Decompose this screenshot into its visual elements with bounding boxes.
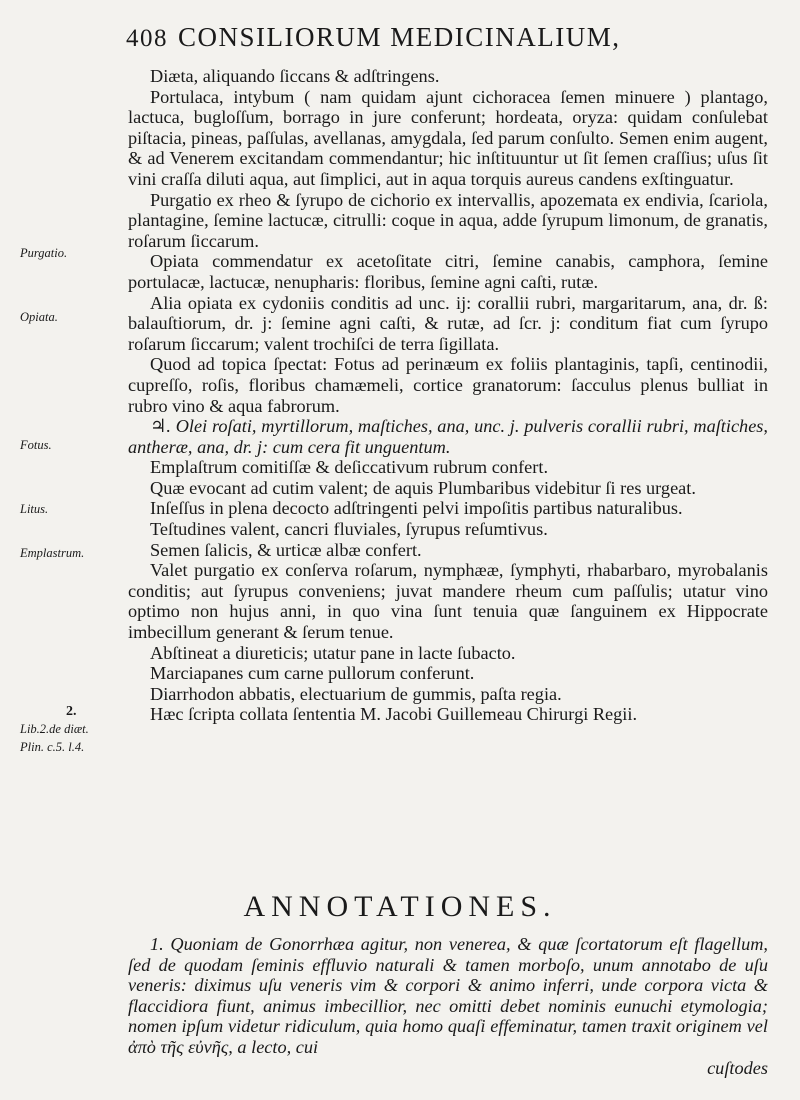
paragraph: Emplaſtrum comitiſſæ & deſiccativum rubrum confert. xyxy=(150,457,549,478)
running-title: CONSILIORUM MEDICINALIUM, xyxy=(178,22,621,52)
paragraph: Hæc ſcripta collata ſententia M. Jacobi Guillemeau Chirurgi Regii. xyxy=(150,704,638,725)
recipe-paragraph: ♃. Olei roſati, myrtillorum, maſtiches, ana, unc. j. pulveris corallii rubri, maſtiches, antheræ, ana, dr. j: cum cera fit unguentum. xyxy=(128,416,768,457)
margin-note-emplastrum: Emplastrum. xyxy=(20,546,85,560)
paragraph: Diæta, aliquando ſiccans & adſtringens. xyxy=(150,66,440,86)
main-text xyxy=(128,66,768,725)
annotation-paragraph: 1. Quoniam de Gonorrhæa agitur, non venerea, & quæ ſcortatorum eſt flagellum, ſed de quodam ſeminis effluvio naturali & tamen morboſo, unum annotabo de uſu veneris: diximus uſu veneris vim & corpori & animo inferri, unde corpora victa & flaccidiora fiunt, animus imbecillior, nec omitti debet nominis eunuchi etymologia; nomen ipſum videtur ridiculum, quia homo quaſi effeminatur, tamen traxit originem vel ἀπὸ τῆς εὐνῆς, a lecto, cui xyxy=(128,934,768,1057)
margin-note-number: 2. xyxy=(66,704,77,719)
annotations-text xyxy=(128,934,768,1078)
margin-note-opiata: Opiata. xyxy=(20,310,58,324)
margin-note-lib: Lib.2.de diæt. xyxy=(20,722,89,736)
paragraph: Valet purgatio ex conſerva roſarum, nymphææ, ſymphyti, rhabarbaro, myrobalanis conditis; aut ſyrupus conveniens; juvat mandere rheum cum paſſulis; utatur vino optimo non hujus anni, in quo vina ſunt tenuia quæ ſanguinem ex Hippocrate imbecillum generant & ſerum tenue. xyxy=(128,560,768,643)
margin-note-litus: Litus. xyxy=(20,502,49,516)
paragraph: Quæ evocant ad cutim valent; de aquis Plumbaribus videbitur ſi res urgeat. xyxy=(150,477,696,498)
paragraph: Alia opiata ex cydoniis conditis ad unc. ij: corallii rubri, margaritarum, ana, dr. ß: balauſtiorum, dr. j: ſemine agni caſti, & rutæ, ad ſcr. j: conditum fiat cum ſyrupo roſarum ſiccarum; valent trochiſci de terra ſigillata. xyxy=(128,292,768,354)
paragraph: Diarrhodon abbatis, electuarium de gummis, paſta regia. xyxy=(150,683,562,704)
annotations-heading: ANNOTATIONES. xyxy=(243,890,557,923)
paragraph: Quod ad topica ſpectat: Fotus ad perinæum ex foliis plantaginis, tapſi, centinodii, cupreſſo, roſis, floribus chamæmeli, cortice granatorum: ſacculus plenus bulliat in rubro vino & aqua fabrorum. xyxy=(128,354,768,416)
margin-note-purgatio: Purgatio. xyxy=(20,246,68,260)
margin-note-fotus: Fotus. xyxy=(20,438,52,452)
paragraph: Marciapanes cum carne pullorum conferunt. xyxy=(150,663,475,684)
paragraph: Teſtudines valent, cancri fluviales, ſyrupus reſumtivus. xyxy=(150,519,548,540)
page-header xyxy=(126,22,726,53)
paragraph: Purgatio ex rheo & ſyrupo de cichorio ex intervallis, apozemata ex endivia, ſcariola, plantagine, ſemine lactucæ, citrulli: coque in aqua, adde ſyrupum limonum, de granatis, roſarum ſiccarum. xyxy=(128,189,768,251)
paragraph: Inſeſſus in plena decocto adſtringenti pelvi impoſitis partibus naturalibus. xyxy=(150,498,683,519)
page-number: 408 xyxy=(126,25,168,52)
paragraph: Semen ſalicis, & urticæ albæ confert. xyxy=(150,539,422,560)
paragraph: Opiata commendatur ex acetoſitate citri, ſemine canabis, camphora, ſemine portulacæ, lactucæ, nenupharis: floribus, ſemine agni caſti, rutæ. xyxy=(128,251,768,292)
paragraph: Portulaca, intybum ( nam quidam ajunt cichoracea ſemen minuere ) plantago, lactuca, bugloſſum, borrago in jure conferunt; hordeata, oryza: quidam conſulebat piſtacia, pineas, paſſulas, avellanas, amygdala, ſed parum conſulto. Semen enim augent, & ad Venerem excitandam commendantur; hic inſtituuntur ut ſit ſemen craſſius; uſus ſit vini craſſa diluti aqua, aut ſimplici, aut in aqua torquis aureus candens exſtinguatur. xyxy=(128,86,768,189)
catchword: cuſtodes xyxy=(707,1057,768,1078)
margin-note-plin: Plin. c.5. l.4. xyxy=(20,740,85,754)
paragraph: Abſtineat a diureticis; utatur pane in lacte ſubacto. xyxy=(150,642,516,663)
